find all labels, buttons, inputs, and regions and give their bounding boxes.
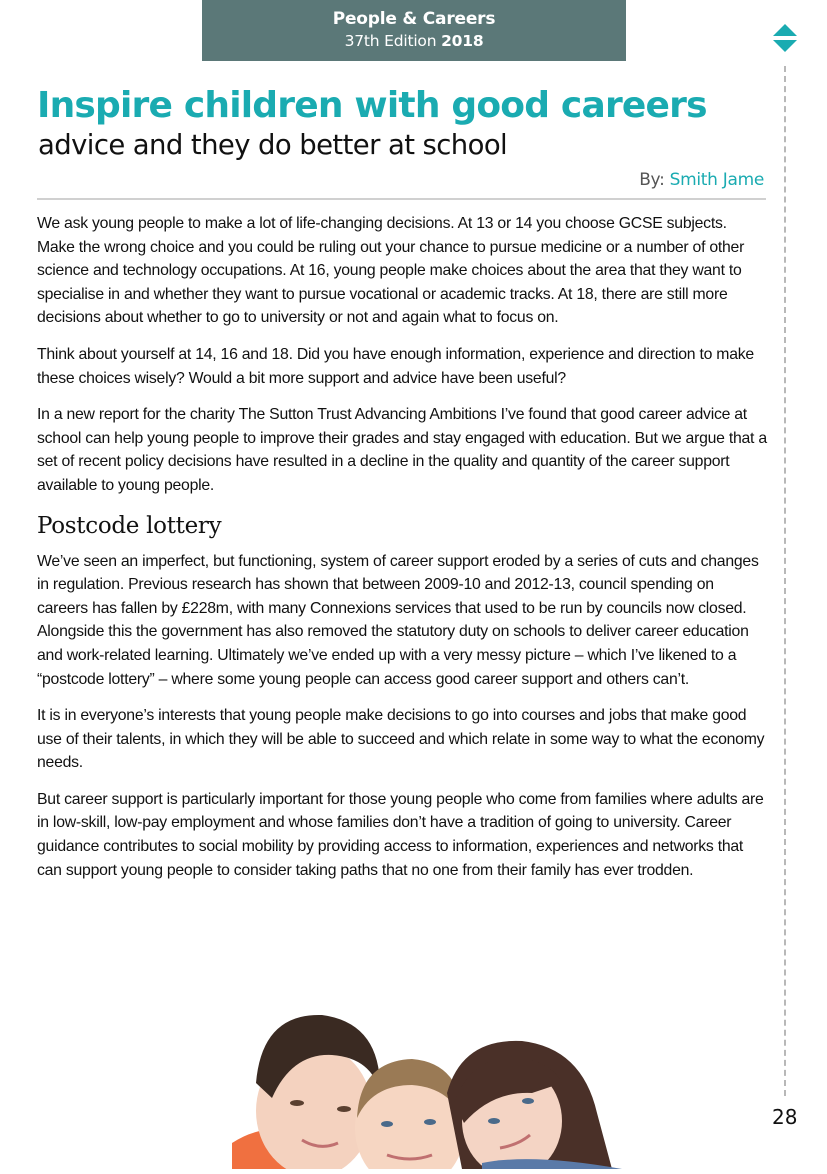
children-photo [232, 1003, 632, 1169]
edition-year: 2018 [441, 32, 484, 50]
article-title: Inspire children with good careers [37, 85, 707, 126]
dashed-divider [784, 66, 786, 1096]
up-down-arrows-icon[interactable] [772, 24, 798, 54]
page-number: 28 [772, 1105, 798, 1129]
edition-prefix: 37th Edition [344, 32, 442, 50]
byline-label: By: [639, 170, 665, 190]
section-title: People & Careers [332, 9, 496, 29]
section-header-bar [202, 0, 626, 61]
byline [639, 170, 764, 190]
article-subtitle: advice and they do better at school [38, 129, 508, 161]
paragraph: In a new report for the charity The Sutton Trust Advancing Ambitions I’ve found that good career advice at school can help young people to improve their grades and stay engaged with education. But we argue that a set of recent policy decisions have resulted in a decline in the quality and quantity of the career support available to young people. [37, 406, 767, 494]
edition-label [202, 31, 626, 51]
paragraph: We ask young people to make a lot of life-changing decisions. At 13 or 14 you choose GCSE subjects. Make the wrong choice and you could be ruling out your chance to pursue medicine or a number of other science and technology occupations. At 16, young people make choices about the area that they want to specialise in and whether they want to pursue vocational or academic tracks. At 18, there are still more decisions about whether to go to university or not and again what to focus on. [37, 215, 745, 327]
author-name: Smith Jame [669, 170, 764, 190]
title-rule [37, 198, 766, 200]
section-heading: Postcode lottery [37, 512, 222, 539]
article-body [37, 212, 767, 895]
paragraph: It is in everyone’s interests that young people make decisions to go into courses and jobs that make good use of their talents, in which they will be able to succeed and which relate in some way to what the economy needs. [37, 707, 765, 772]
paragraph: We’ve seen an imperfect, but functioning, system of career support eroded by a series of cuts and changes in regulation. Previous research has shown that between 2009-10 and 2012-13, council spending on careers has fallen by £228m, with many Connexions services that used to be run by councils now closed. Alongside this the government has also removed the statutory duty on schools to deliver career education and work-related learning. Ultimately we’ve ended up with a very messy picture – which I’ve likened to a “postcode lottery” – where some young people can access good career support and others can’t. [37, 552, 759, 688]
paragraph: But career support is particularly important for those young people who come from families where adults are in low-skill, low-pay employment and whose families don’t have a tradition of going to university. Career guidance contributes to social mobility by providing access to information, experiences and networks that can support young people to consider taking paths that no one from their family has ever trodden. [37, 790, 764, 879]
paragraph: Think about yourself at 14, 16 and 18. Did you have enough information, experience and direction to make these choices wisely? Would a bit more support and advice have been useful? [37, 345, 754, 387]
